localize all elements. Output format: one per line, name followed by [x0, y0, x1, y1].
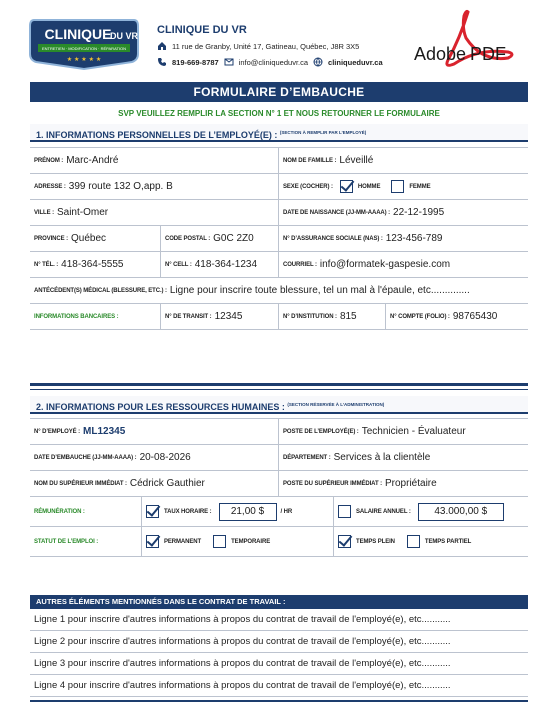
email-icon — [224, 57, 234, 67]
superieur-poste-value: Propriétaire — [385, 478, 437, 489]
medical-row — [30, 278, 528, 304]
section1-grid — [30, 147, 528, 330]
medical-value: Ligne pour inscrire toute blessure, tel un mal à l'épaule, etc.............. — [169, 285, 470, 296]
section1-heading: 1. INFORMATIONS PERSONNELLES DE L’EMPLOYÉ(E) : $^{(SECTION À REMPLIR PAR L’EMPLOYÉ)}$ — [30, 124, 528, 142]
form-bottom-border — [30, 700, 528, 702]
statut-label-cell — [30, 527, 142, 556]
svg-text:PDF: PDF — [470, 44, 506, 64]
contract-heading: AUTRES ÉLÉMENTS MENTIONNÉS DANS LE CONTRAT DE TRAVAIL : — [30, 595, 528, 609]
tel-field[interactable]: N° TÉL. : 418-364-5555 — [30, 252, 161, 277]
remuneration-label: RÉMUNÉRATION : — [34, 508, 85, 515]
taux-value[interactable]: 21,00 $ — [219, 503, 277, 521]
permanent-checkbox[interactable] — [146, 535, 159, 548]
phone-row — [30, 252, 528, 278]
temps-partiel-checkbox[interactable] — [407, 535, 420, 548]
contract-line-2[interactable]: Ligne 2 pour inscrire d'autres informations à propos du contrat de travail de l'employé(e), etc........... — [30, 631, 528, 653]
contract-line-1[interactable]: Ligne 1 pour inscrire d'autres informations à propos du contrat de travail de l'employé(e), etc........... — [30, 609, 528, 631]
code-postal-value: G0C 2Z0 — [213, 233, 254, 244]
salaire-value[interactable]: 43.000,00 $ — [418, 503, 504, 521]
taux-field — [142, 497, 334, 526]
remuneration-row — [30, 497, 528, 527]
salaire-checkbox[interactable] — [338, 505, 351, 518]
name-row — [30, 148, 528, 174]
remuneration-label-cell — [30, 497, 142, 526]
nom-value: Léveillé — [339, 155, 374, 166]
cell-field[interactable]: N° CELL : 418-364-1234 — [161, 252, 279, 277]
sexe-field: SEXE (COCHER) : HOMME FEMME — [279, 174, 528, 199]
bank-label-cell — [30, 304, 161, 329]
phone-icon — [157, 57, 167, 67]
contract-lines — [30, 609, 528, 697]
prenom-value: Marc-André — [66, 155, 119, 166]
embauche-field[interactable]: DATE D’EMBAUCHE (JJ-MM-AAAA) : 20-08-2026 — [30, 445, 279, 470]
poste-value: Technicien - Évaluateur — [361, 426, 466, 437]
section-divider — [30, 383, 528, 386]
femme-label: FEMME — [409, 183, 431, 190]
employe-value: ML12345 — [83, 426, 126, 437]
supervisor-row — [30, 471, 528, 497]
address-line — [157, 41, 359, 51]
institution-field[interactable]: N° D’INSTITUTION : 815 — [279, 304, 386, 329]
address-row — [30, 174, 528, 200]
svg-text:CLINIQUE: CLINIQUE — [44, 26, 112, 42]
transit-field[interactable]: N° DE TRANSIT : 12345 — [161, 304, 279, 329]
globe-icon — [313, 57, 323, 67]
naissance-value: 22-12-1995 — [393, 207, 445, 218]
ville-field[interactable]: VILLE : Saint-Omer — [30, 200, 279, 225]
contact-line — [157, 57, 383, 67]
superieur-nom-field[interactable]: NOM DU SUPÉRIEUR IMMÉDIAT : Cédrick Gauthier — [30, 471, 279, 496]
departement-value: Services à la clientèle — [333, 452, 431, 463]
adobe-pdf-logo — [408, 8, 518, 74]
hr-label: / HR — [280, 508, 293, 515]
transit-value: 12345 — [214, 311, 243, 322]
ville-value: Saint-Omer — [56, 207, 109, 218]
company-email[interactable]: info@cliniqueduvr.ca — [238, 57, 309, 67]
statut-row — [30, 527, 528, 557]
departement-field[interactable]: DÉPARTEMENT : Services à la clientèle — [283, 452, 431, 463]
province-row — [30, 226, 528, 252]
homme-label: HOMME — [357, 183, 381, 190]
employe-field[interactable]: N° D’EMPLOYÉ : ML12345 — [30, 419, 279, 444]
section2-heading: 2. INFORMATIONS POUR LES RESSOURCES HUMAINES : $^{(SECTION RÉSERVÉE À L’ADMINISTRATION)}$ — [30, 396, 528, 414]
section-divider-thin — [30, 389, 528, 390]
medical-field[interactable]: ANTÉCÉDENT(S) MÉDICAL (BLESSURE, ETC.) : Ligne pour inscrire toute blessure, tel un mal à l'épaule, etc.............. — [34, 285, 470, 296]
salaire-field — [334, 497, 528, 526]
section2-grid — [30, 418, 528, 557]
company-phone[interactable]: 819-669-8787 — [172, 57, 219, 67]
permanent-label: PERMANENT — [164, 538, 202, 545]
adresse-value: 399 route 132 O,app. B — [68, 181, 173, 192]
form-title: FORMULAIRE D’EMBAUCHE — [30, 82, 528, 102]
bank-label: INFORMATIONS BANCAIRES : — [34, 313, 119, 320]
svg-text:★ ★ ★ ★ ★: ★ ★ ★ ★ ★ — [66, 56, 102, 63]
nas-field[interactable]: N° D’ASSURANCE SOCIALE (NAS) : 123-456-789 — [283, 233, 443, 244]
salaire-label: SALAIRE ANNUEL : — [356, 508, 411, 515]
bank-row — [30, 304, 528, 330]
femme-checkbox[interactable] — [391, 180, 404, 193]
institution-value: 815 — [339, 311, 357, 322]
employee-row — [30, 419, 528, 445]
compte-field[interactable]: N° COMPTE (FOLIO) : 98765430 — [390, 311, 498, 322]
province-value: Québec — [71, 233, 107, 244]
work-time-field — [334, 527, 528, 556]
statut-label: STATUT DE L’EMPLOI : — [34, 538, 99, 545]
temps-partiel-label: TEMPS PARTIEL — [424, 538, 472, 545]
temps-plein-label: TEMPS PLEIN — [356, 538, 395, 545]
nom-field[interactable]: NOM DE FAMILLE : Léveillé — [283, 155, 374, 166]
contract-type-field — [142, 527, 334, 556]
embauche-value: 20-08-2026 — [139, 452, 191, 463]
province-field[interactable]: PROVINCE : Québec — [30, 226, 161, 251]
form-instructions: SVP VEUILLEZ REMPLIR LA SECTION N° 1 ET NOUS RETOURNER LE FORMULAIRE — [118, 109, 440, 118]
company-address: 11 rue de Granby, Unité 17, Gatineau, Québec, J8R 3X5 — [172, 41, 360, 51]
svg-text:Adobe: Adobe — [414, 44, 467, 64]
company-name: CLINIQUE DU VR — [157, 24, 247, 36]
taux-label: TAUX HORAIRE : — [164, 508, 212, 515]
superieur-poste-field[interactable]: POSTE DU SUPÉRIEUR IMMÉDIAT : Propriétaire — [283, 478, 437, 489]
tel-value: 418-364-5555 — [61, 259, 124, 270]
prenom-field[interactable]: PRÉNOM : Marc-André — [30, 148, 279, 173]
svg-text:DU VR: DU VR — [109, 31, 139, 41]
home-icon — [157, 41, 167, 51]
svg-text:ENTRETIEN · MODIFICATION · RÉP: ENTRETIEN · MODIFICATION · RÉPARATION — [42, 46, 126, 51]
cell-value: 418-364-1234 — [194, 259, 258, 270]
hire-row — [30, 445, 528, 471]
naissance-field[interactable]: DATE DE NAISSANCE (JJ-MM-AAAA) : 22-12-1995 — [283, 207, 445, 218]
courriel-field[interactable]: COURRIEL : info@formatek-gaspesie.com — [283, 259, 451, 270]
compte-value: 98765430 — [452, 311, 498, 322]
homme-checkbox[interactable] — [340, 180, 353, 193]
contract-line-3[interactable]: Ligne 3 pour inscrire d'autres informations à propos du contrat de travail de l'employé(e), etc........... — [30, 653, 528, 675]
poste-field[interactable]: POSTE DE L’EMPLOYÉ(E) : Technicien - Évaluateur — [283, 426, 466, 437]
temporaire-checkbox[interactable] — [213, 535, 226, 548]
temps-plein-checkbox[interactable] — [338, 535, 351, 548]
company-website[interactable]: cliniqueduvr.ca — [328, 57, 383, 67]
taux-checkbox[interactable] — [146, 505, 159, 518]
code-postal-field[interactable]: CODE POSTAL : G0C 2Z0 — [161, 226, 279, 251]
nas-value: 123-456-789 — [385, 233, 443, 244]
courriel-value: info@formatek-gaspesie.com — [319, 259, 451, 270]
header — [0, 0, 556, 82]
clinique-du-vr-logo — [28, 18, 140, 70]
superieur-nom-value: Cédrick Gauthier — [129, 478, 205, 489]
city-row — [30, 200, 528, 226]
adresse-field[interactable]: ADRESSE : 399 route 132 O,app. B — [30, 174, 279, 199]
temporaire-label: TEMPORAIRE — [231, 538, 271, 545]
contract-line-4[interactable]: Ligne 4 pour inscrire d'autres informations à propos du contrat de travail de l'employé(e), etc........... — [30, 675, 528, 697]
